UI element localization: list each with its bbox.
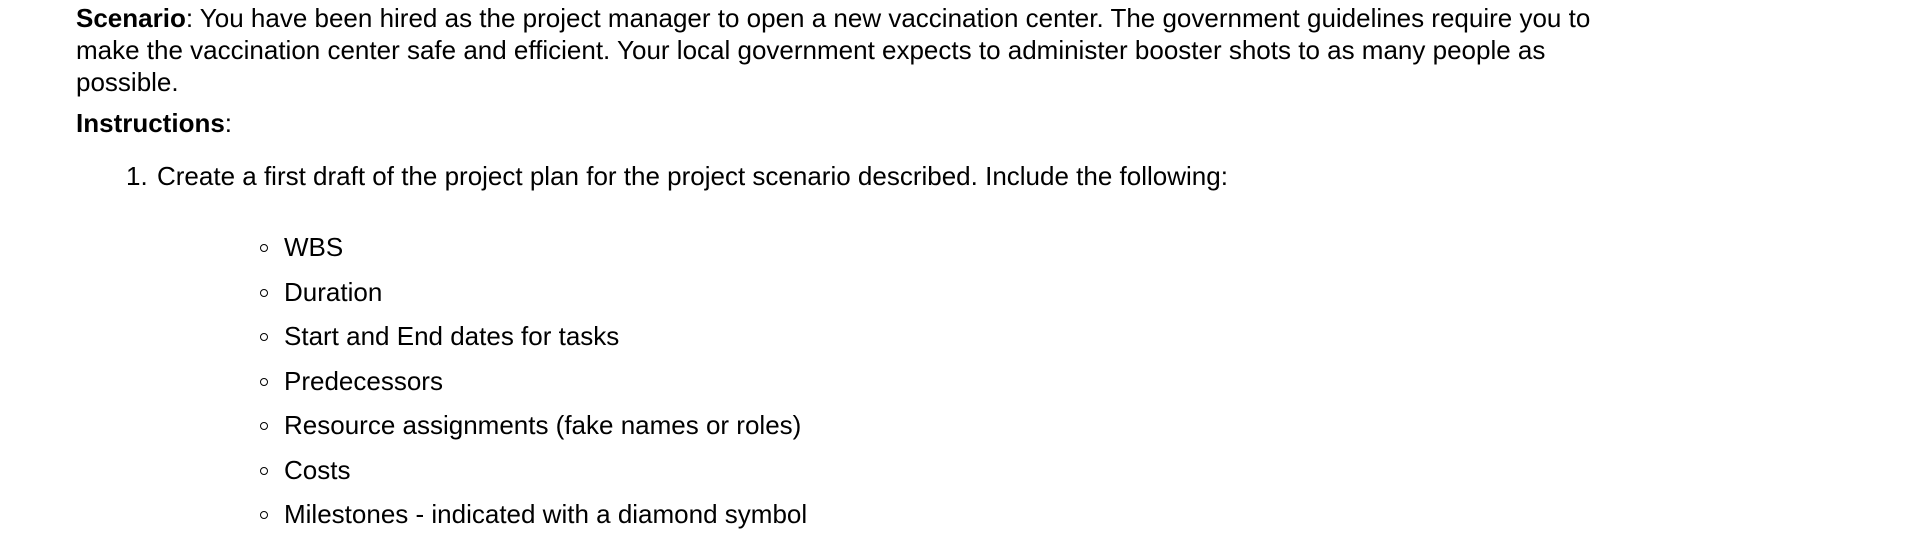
scenario-text: : You have been hired as the project manager to open a new vaccination center. The government guidelines require you to make the vaccination center safe and efficient. Your local government expects to administer booster shots to as many people as possible. (76, 3, 1591, 97)
list-item (260, 403, 1656, 448)
list-item (260, 225, 1656, 270)
list-item-text: Costs (284, 454, 351, 485)
plan-components-list (126, 225, 1656, 537)
instruction-step-line (126, 160, 1656, 192)
list-item-text: Resource assignments (fake names or roles) (284, 410, 802, 441)
list-item (260, 492, 1656, 537)
hollow-bullet-icon (260, 289, 268, 297)
hollow-bullet-icon (260, 333, 268, 341)
instructions-label: Instructions (76, 108, 225, 138)
list-item-text: WBS (284, 232, 344, 263)
hollow-bullet-icon (260, 422, 268, 430)
hollow-bullet-icon (260, 511, 268, 519)
instructions-list (76, 160, 1656, 537)
list-item (260, 314, 1656, 359)
hollow-bullet-icon (260, 467, 268, 475)
list-item-text: Predecessors (284, 365, 443, 396)
instructions-heading (76, 107, 1656, 139)
list-item-text: Milestones - indicated with a diamond symbol (284, 499, 808, 530)
instructions-colon: : (224, 108, 233, 138)
list-item (260, 448, 1656, 493)
instruction-step (126, 160, 1656, 537)
scenario-paragraph (76, 2, 1646, 98)
hollow-bullet-icon (260, 244, 268, 252)
step-number: 1. (126, 161, 148, 191)
assignment-document (76, 2, 1656, 537)
scenario-label: Scenario (76, 3, 186, 33)
list-item-text: Start and End dates for tasks (284, 321, 620, 352)
list-item (260, 359, 1656, 404)
step-text: Create a first draft of the project plan for the project scenario described. Include the following: (157, 161, 1228, 191)
list-item (260, 270, 1656, 315)
list-item-text: Duration (284, 276, 383, 307)
hollow-bullet-icon (260, 378, 268, 386)
